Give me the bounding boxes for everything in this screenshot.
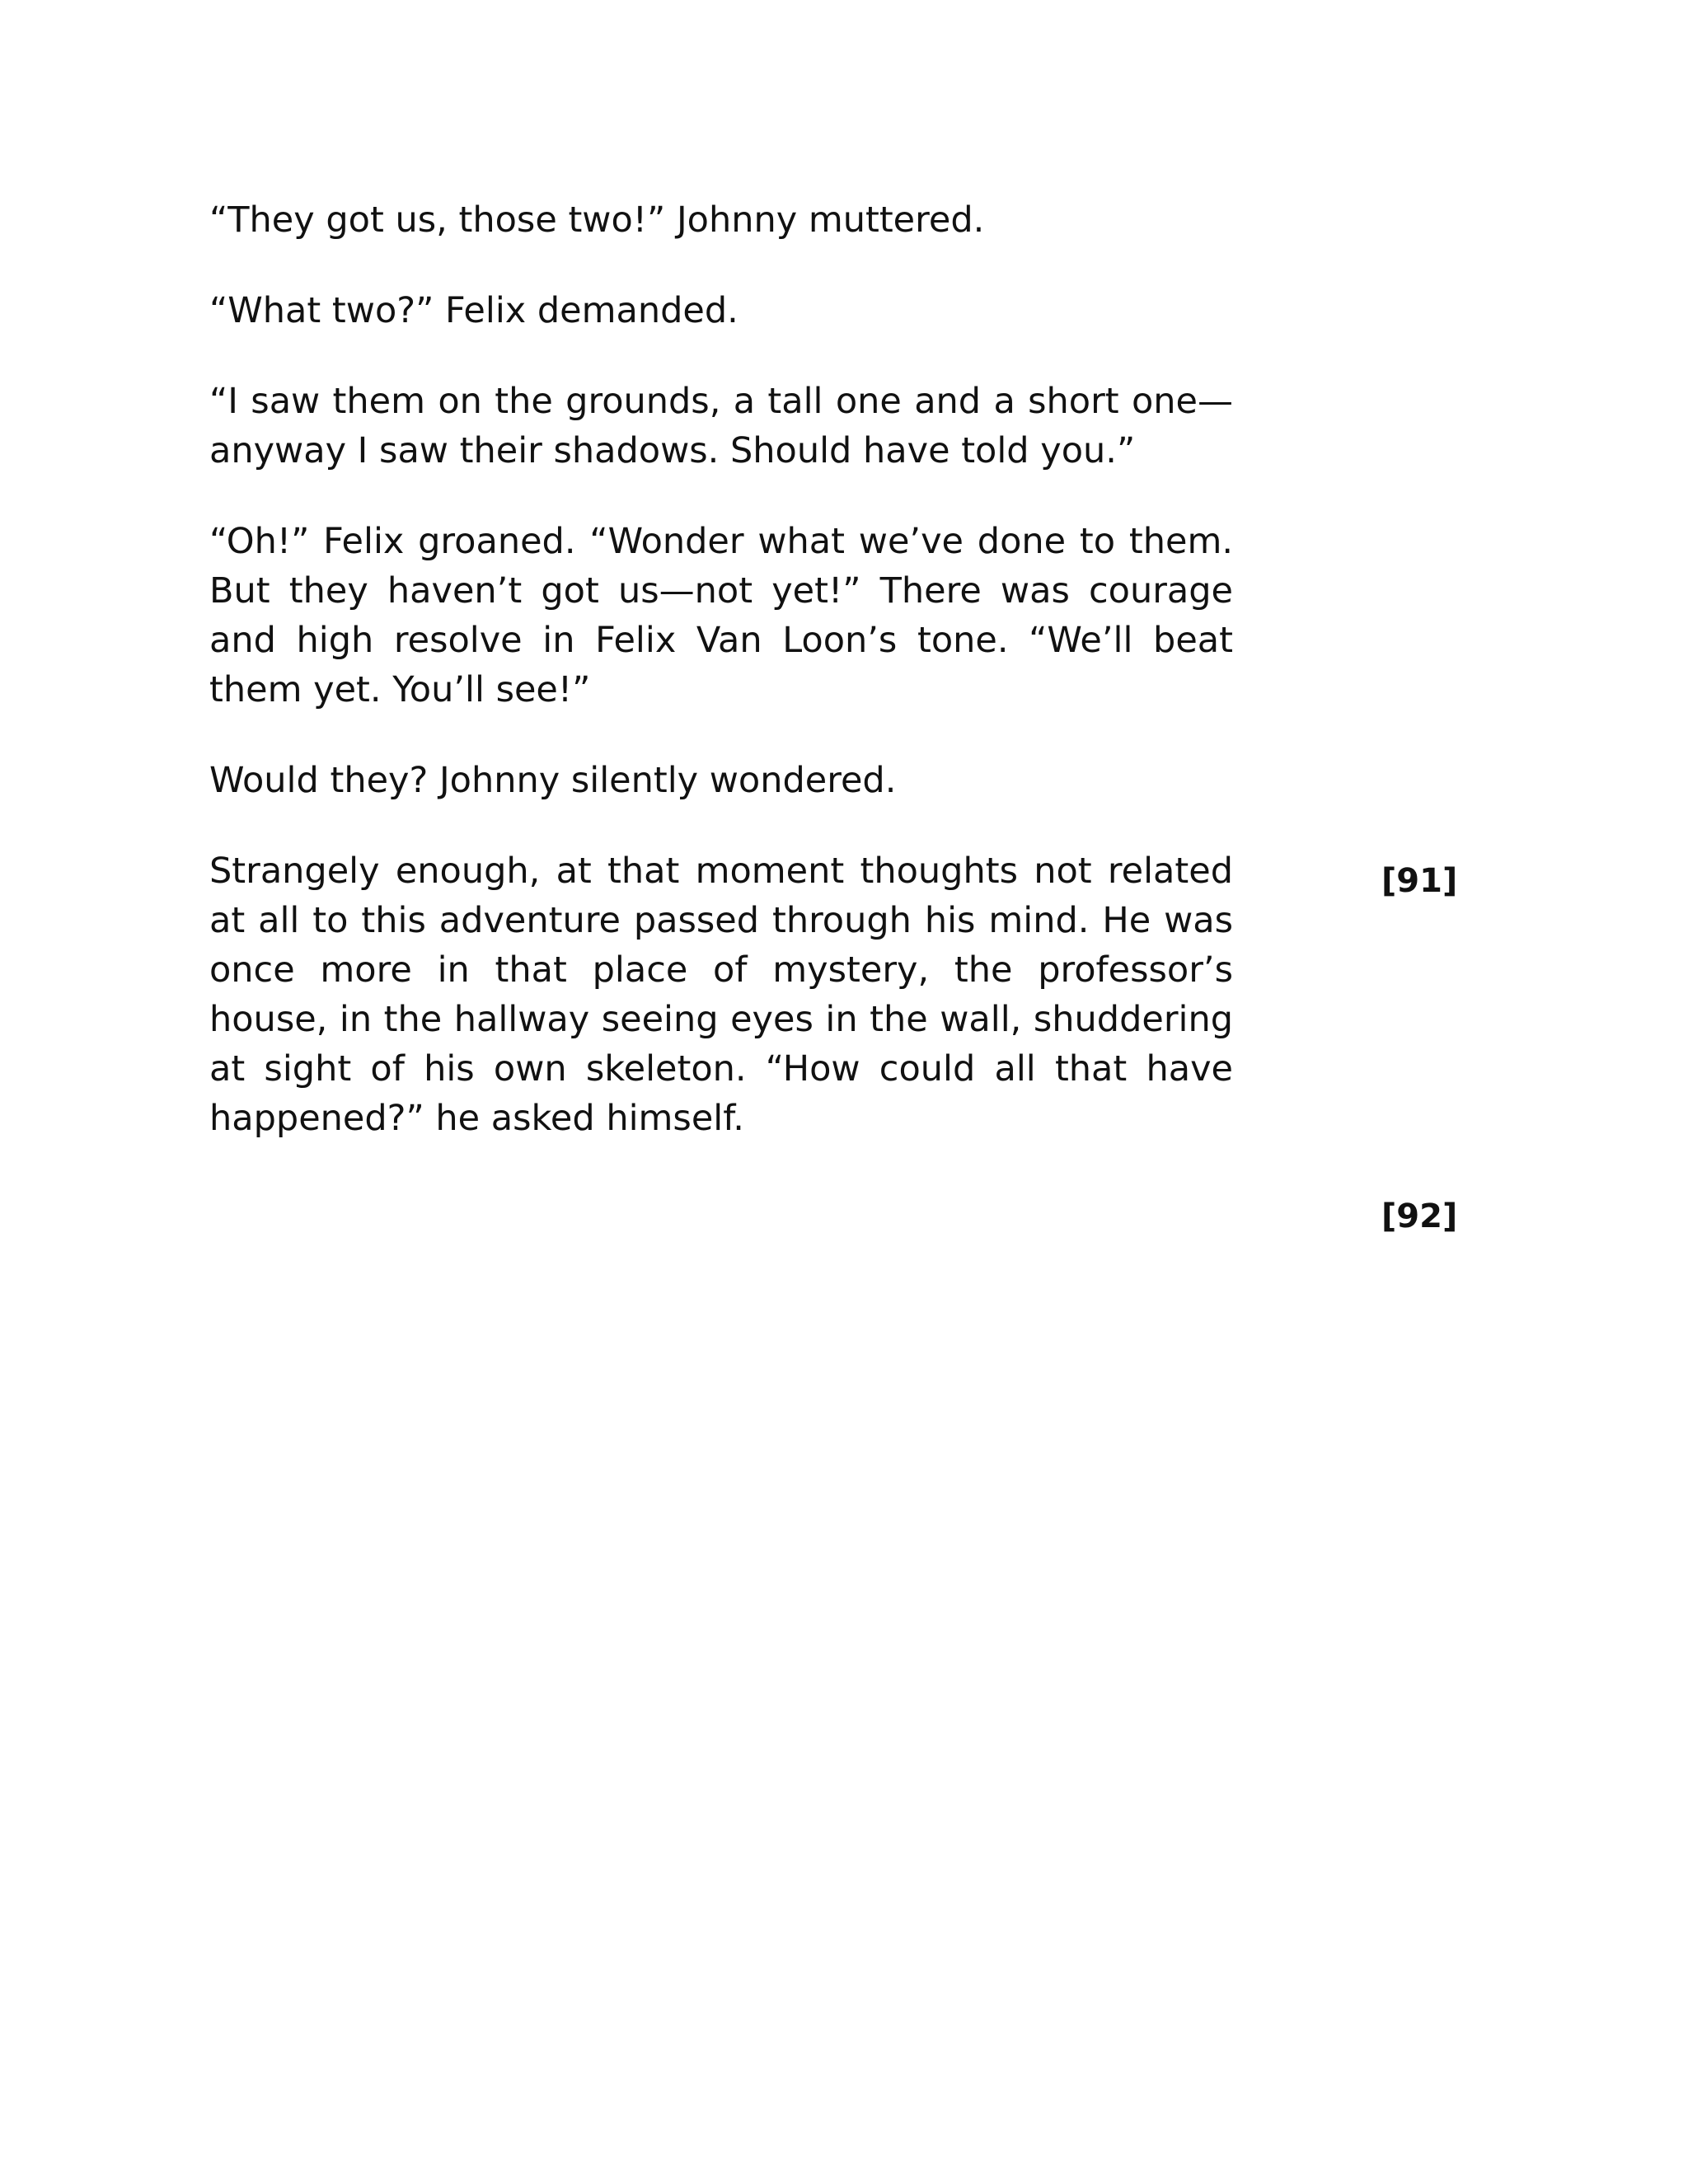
paragraph-3: “I saw them on the grounds, a tall one and a short one—anyway I saw their shadows. Should have told you.” xyxy=(209,381,1233,471)
paragraph-1: “They got us, those two!” Johnny muttered. xyxy=(209,199,985,241)
page-number-marker: [92] xyxy=(1381,1197,1458,1235)
page-number-marker: [91] xyxy=(1381,862,1458,900)
paragraph-4: “Oh!” Felix groaned. “Wonder what we’ve done to them. But they haven’t got us—not yet!” There was courage and high resolve in Felix Van Loon’s tone. “We’ll beat them yet. You’ll see!” xyxy=(209,521,1233,710)
paragraph-5: Would they? Johnny silently wondered. xyxy=(209,760,897,801)
book-text xyxy=(209,195,1233,1184)
paragraph-2: “What two?” Felix demanded. xyxy=(209,290,738,331)
paragraph-6: Strangely enough, at that moment thoughts not related at all to this adventure passed through his mind. He was once more in that place of mystery, the professor’s house, in the hallway seeing eyes in the wall, shuddering at sight of his own skeleton. “How could all that have happened?” he asked himself. xyxy=(209,851,1233,1139)
